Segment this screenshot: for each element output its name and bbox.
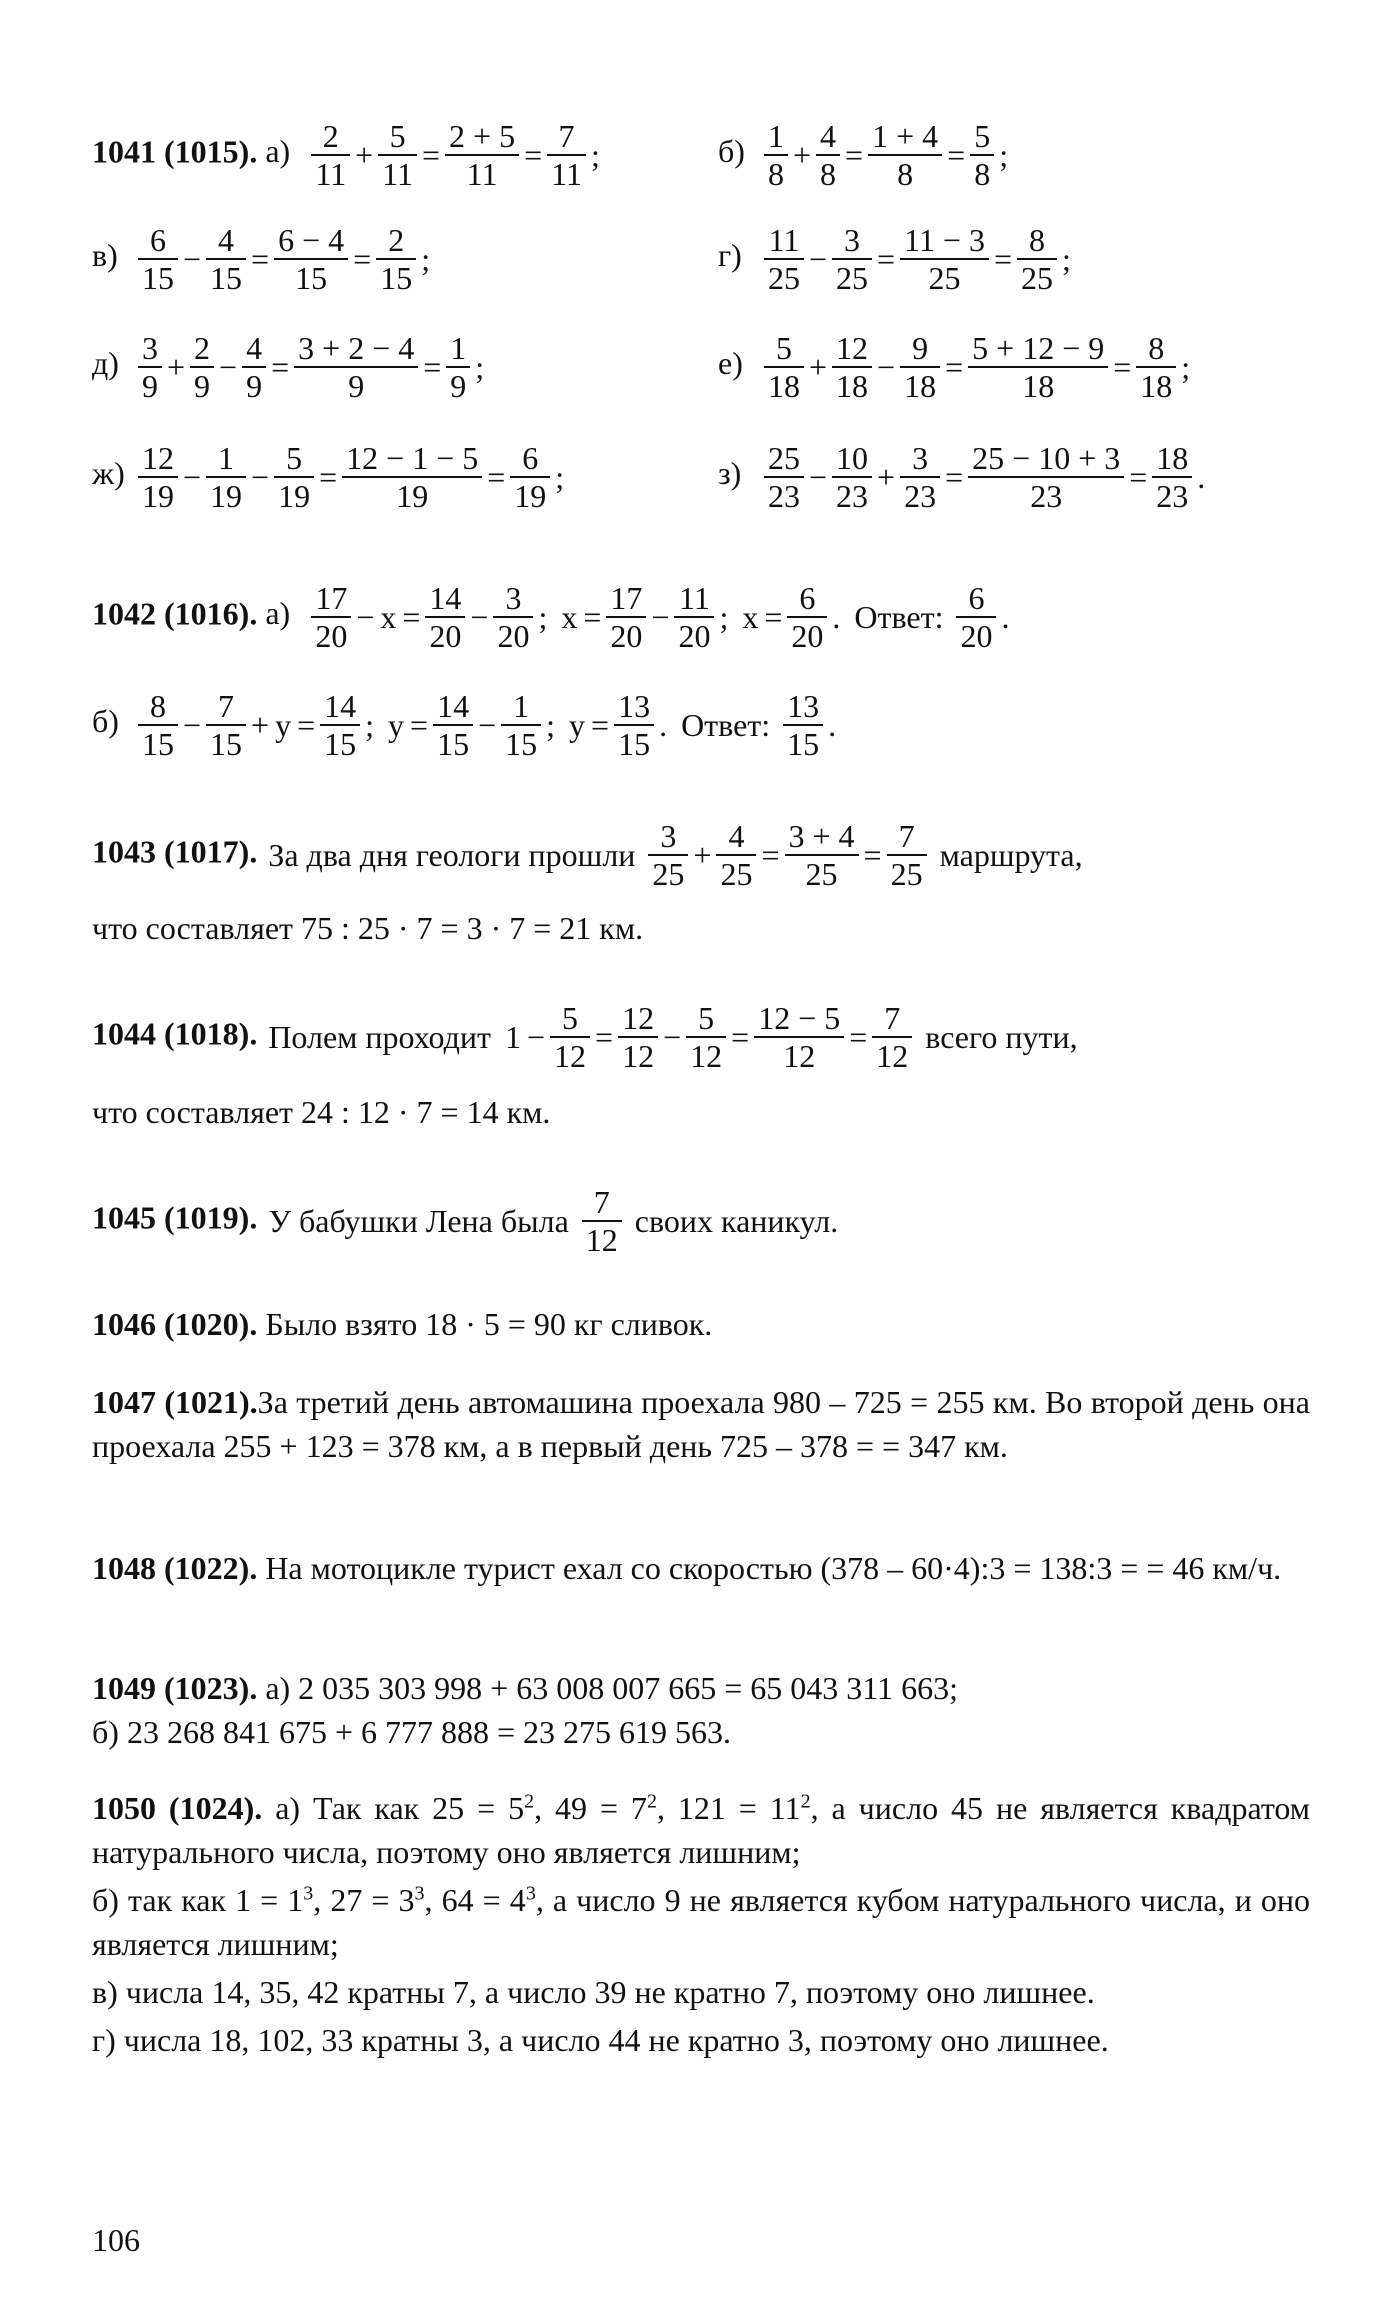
problem-text: , а число 9 не является кубом натурального числа, и оно является лишним; [92, 1882, 1311, 1962]
exponent: 3 [303, 1882, 314, 1905]
fraction: $\frac{4}{15}$ [206, 222, 246, 296]
problem-text: , а число 45 не является квадратом натурального числа, поэтому оно является лишним; [92, 1790, 1311, 1870]
item-label: г) [718, 237, 742, 274]
fraction: $\frac{8}{18}$ [1136, 330, 1176, 404]
problem-text: всего пути, [925, 1018, 1078, 1055]
fraction: $\frac{3 + 4}{25}$ [785, 818, 859, 892]
problem-1049 [92, 1666, 1310, 1754]
problem-1042-a: 1042 (1016). а) $\frac{17}{20}$ − x = $\frac{14}{20}$ − $\frac{3}{20}$ ; x = $\frac{17}{20}$ − $\frac{11}{20}$ ; x = $\frac{6}{20}$ . Ответ: $\frac{6}{20}$ . [92, 580, 1010, 654]
problem-1046 [92, 1302, 1310, 1346]
problem-text: г) числа 18, 102, 33 кратны 3, а число 44 не кратно 3, поэтому оно лишнее. [92, 2022, 1109, 2058]
exponent: 2 [800, 1790, 811, 1813]
fraction: $\frac{1}{19}$ [206, 440, 246, 514]
problem-1041-a: 1041 (1015). а) $\frac{2}{11}$ + $\frac{5}{11}$ = $\frac{2 + 5}{11}$ = $\frac{7}{11}$ ; [92, 118, 600, 192]
number-one: 1 [505, 1018, 521, 1055]
fraction: $\frac{10}{23}$ [832, 440, 872, 514]
fraction: $\frac{3}{23}$ [900, 440, 940, 514]
problem-text: а) 2 035 303 998 + 63 008 007 665 = 65 043 311 663; [265, 1670, 958, 1706]
problem-text: , 64 = 4 [424, 1882, 526, 1918]
problem-text: За третий день автомашина проехала 980 – 725 = 255 км. Во второй день она проехала 255 + 123 = 378 км, а в первый день 725 – 378 = = 347 км. [92, 1384, 1310, 1464]
fraction: $\frac{5}{12}$ [550, 1000, 590, 1074]
page-number: 106 [92, 2222, 140, 2258]
fraction: $\frac{13}{15}$ [783, 688, 823, 762]
fraction: $\frac{2}{9}$ [190, 330, 214, 404]
fraction: $\frac{12}{19}$ [138, 440, 178, 514]
variable-y: y [275, 706, 292, 743]
problem-1041-v: в) $\frac{6}{15}$ − $\frac{4}{15}$ = $\frac{6 - 4}{15}$ = $\frac{2}{15}$ ; [92, 222, 431, 296]
fraction: $\frac{1}{8}$ [764, 118, 788, 192]
problem-1044-line2: что составляет 24 : 12 · 7 = 14 км. [92, 1094, 551, 1130]
problem-text: б) так как 1 = 1 [92, 1882, 304, 1918]
fraction: $\frac{6}{15}$ [138, 222, 178, 296]
fraction: $\frac{2 + 5}{11}$ [445, 118, 519, 192]
fraction: $\frac{3}{25}$ [832, 222, 872, 296]
fraction: $\frac{2}{11}$ [311, 118, 350, 192]
problem-text: в) числа 14, 35, 42 кратны 7, а число 39 не кратно 7, поэтому оно лишнее. [92, 1974, 1095, 2010]
fraction: $\frac{5}{11}$ [378, 118, 417, 192]
problem-number: 1042 (1016). [92, 595, 258, 632]
fraction: $\frac{11}{25}$ [764, 222, 804, 296]
fraction: $\frac{6 - 4}{15}$ [274, 222, 348, 296]
fraction: $\frac{1}{15}$ [501, 688, 541, 762]
fraction: $\frac{12}{18}$ [832, 330, 872, 404]
problem-number: 1047 (1021). [92, 1384, 258, 1420]
item-label: д) [92, 345, 119, 382]
item-label: е) [718, 345, 743, 382]
variable-y: y [569, 706, 586, 743]
fraction: $\frac{11}{20}$ [674, 580, 714, 654]
problem-text: У бабушки Лена была [268, 1202, 569, 1239]
fraction: $\frac{1 + 4}{8}$ [868, 118, 942, 192]
problem-1043: 1043 (1017). За два дня геологи прошли $\frac{3}{25}$ + $\frac{4}{25}$ = $\frac{3 + 4}{25}$ = $\frac{7}{25}$ маршрута, [92, 818, 1083, 892]
fraction: $\frac{9}{18}$ [900, 330, 940, 404]
problem-text: Было взято 18 · 5 = 90 кг сливок. [265, 1306, 713, 1342]
fraction: $\frac{25}{23}$ [764, 440, 804, 514]
problem-number: 1050 (1024). [92, 1790, 263, 1826]
variable-x: x [561, 598, 578, 635]
item-label: б) [718, 133, 745, 170]
fraction: $\frac{3 + 2 - 4}{9}$ [294, 330, 418, 404]
fraction: $\frac{5 + 12 - 9}{18}$ [968, 330, 1108, 404]
fraction: $\frac{1}{9}$ [446, 330, 470, 404]
fraction: $\frac{18}{23}$ [1152, 440, 1192, 514]
problem-1041-b: б) $\frac{1}{8}$ + $\frac{4}{8}$ = $\frac{1 + 4}{8}$ = $\frac{5}{8}$ ; [718, 118, 1009, 192]
fraction: $\frac{5}{8}$ [970, 118, 994, 192]
problem-text: маршрута, [939, 836, 1083, 873]
problem-number: 1041 (1015). [92, 133, 258, 170]
fraction: $\frac{14}{15}$ [433, 688, 473, 762]
fraction: $\frac{3}{25}$ [648, 818, 688, 892]
problem-1041-z: з) $\frac{25}{23}$ − $\frac{10}{23}$ + $\frac{3}{23}$ = $\frac{25 - 10 + 3}{23}$ = $\frac{18}{23}$ . [718, 440, 1206, 514]
fraction: $\frac{5}{12}$ [686, 1000, 726, 1074]
fraction: $\frac{3}{9}$ [138, 330, 162, 404]
problem-1041-e: е) $\frac{5}{18}$ + $\frac{12}{18}$ − $\frac{9}{18}$ = $\frac{5 + 12 - 9}{18}$ = $\frac{8}{18}$ ; [718, 330, 1191, 404]
fraction: $\frac{12}{12}$ [618, 1000, 658, 1074]
problem-1047 [92, 1380, 1310, 1468]
item-label: ж) [92, 455, 125, 492]
problem-number: 1043 (1017). [92, 833, 258, 870]
answer-label: Ответ: [681, 706, 771, 743]
fraction: $\frac{7}{11}$ [547, 118, 586, 192]
problem-text: На мотоцикле турист ехал со скоростью (378 – 60·4):3 = 138:3 = = 46 км/ч. [265, 1550, 1282, 1586]
fraction: $\frac{14}{15}$ [320, 688, 360, 762]
fraction: $\frac{12 - 1 - 5}{19}$ [342, 440, 482, 514]
fraction: $\frac{7}{12}$ [582, 1184, 622, 1258]
exponent: 3 [414, 1882, 425, 1905]
fraction: $\frac{25 - 10 + 3}{23}$ [968, 440, 1124, 514]
fraction: $\frac{4}{25}$ [716, 818, 756, 892]
problem-1041-zh: ж) $\frac{12}{19}$ − $\frac{1}{19}$ − $\frac{5}{19}$ = $\frac{12 - 1 - 5}{19}$ = $\frac{6}{19}$ ; [92, 440, 565, 514]
item-label: в) [92, 237, 118, 274]
fraction: $\frac{7}{25}$ [887, 818, 927, 892]
problem-text: а) Так как 25 = 5 [275, 1790, 525, 1826]
fraction: $\frac{17}{20}$ [311, 580, 351, 654]
problem-1041-g: г) $\frac{11}{25}$ − $\frac{3}{25}$ = $\frac{11 - 3}{25}$ = $\frac{8}{25}$ ; [718, 222, 1071, 296]
problem-text: своих каникул. [634, 1202, 839, 1239]
problem-text: За два дня геологи прошли [268, 836, 636, 873]
fraction: $\frac{4}{9}$ [242, 330, 266, 404]
exponent: 3 [525, 1882, 536, 1905]
variable-y: y [388, 706, 405, 743]
item-label: а) [265, 133, 291, 170]
fraction: $\frac{2}{15}$ [376, 222, 416, 296]
problem-text: , 121 = 11 [656, 1790, 801, 1826]
fraction: $\frac{7}{12}$ [872, 1000, 912, 1074]
item-label: б) [92, 703, 119, 740]
fraction: $\frac{14}{20}$ [425, 580, 465, 654]
problem-text: б) 23 268 841 675 + 6 777 888 = 23 275 619 563. [92, 1714, 732, 1750]
answer-label: Ответ: [854, 598, 944, 635]
variable-x: x [742, 598, 759, 635]
problem-number: 1045 (1019). [92, 1199, 258, 1236]
fraction: $\frac{3}{20}$ [493, 580, 533, 654]
fraction: $\frac{8}{25}$ [1017, 222, 1057, 296]
problem-1042-b: б) $\frac{8}{15}$ − $\frac{7}{15}$ + y = $\frac{14}{15}$ ; y = $\frac{14}{15}$ − $\frac{1}{15}$ ; y = $\frac{13}{15}$ . Ответ: $\frac{13}{15}$ . [92, 688, 837, 762]
problem-number: 1049 (1023). [92, 1670, 258, 1706]
variable-x: x [380, 598, 397, 635]
item-label: з) [718, 455, 742, 492]
fraction: $\frac{6}{20}$ [787, 580, 827, 654]
problem-1045 [92, 1184, 841, 1258]
problem-text: , 27 = 3 [313, 1882, 415, 1918]
problem-number: 1048 (1022). [92, 1550, 258, 1586]
problem-text: Полем проходит [268, 1018, 491, 1055]
item-label: а) [265, 595, 291, 632]
fraction: $\frac{4}{8}$ [816, 118, 840, 192]
problem-number: 1044 (1018). [92, 1015, 258, 1052]
problem-text: , 49 = 7 [534, 1790, 647, 1826]
fraction: $\frac{6}{19}$ [510, 440, 550, 514]
problem-1044: 1044 (1018). Полем проходит 1 − $\frac{5}{12}$ = $\frac{12}{12}$ − $\frac{5}{12}$ = $\frac{12 - 5}{12}$ = $\frac{7}{12}$ всего пути, [92, 1000, 1078, 1074]
fraction: $\frac{11 - 3}{25}$ [900, 222, 989, 296]
problem-1050 [92, 1786, 1310, 2062]
problem-1041-d: д) $\frac{3}{9}$ + $\frac{2}{9}$ − $\frac{4}{9}$ = $\frac{3 + 2 - 4}{9}$ = $\frac{1}{9}$ ; [92, 330, 485, 404]
fraction: $\frac{5}{19}$ [274, 440, 314, 514]
fraction: $\frac{5}{18}$ [764, 330, 804, 404]
fraction: $\frac{6}{20}$ [956, 580, 996, 654]
problem-1043-line2: что составляет 75 : 25 · 7 = 3 · 7 = 21 км. [92, 910, 644, 946]
problem-1048 [92, 1546, 1310, 1590]
fraction: $\frac{12 - 5}{12}$ [754, 1000, 844, 1074]
exponent: 2 [524, 1790, 535, 1813]
fraction: $\frac{7}{15}$ [206, 688, 246, 762]
problem-number: 1046 (1020). [92, 1306, 258, 1342]
fraction: $\frac{8}{15}$ [138, 688, 178, 762]
fraction: $\frac{17}{20}$ [606, 580, 646, 654]
exponent: 2 [646, 1790, 657, 1813]
fraction: $\frac{13}{15}$ [614, 688, 654, 762]
